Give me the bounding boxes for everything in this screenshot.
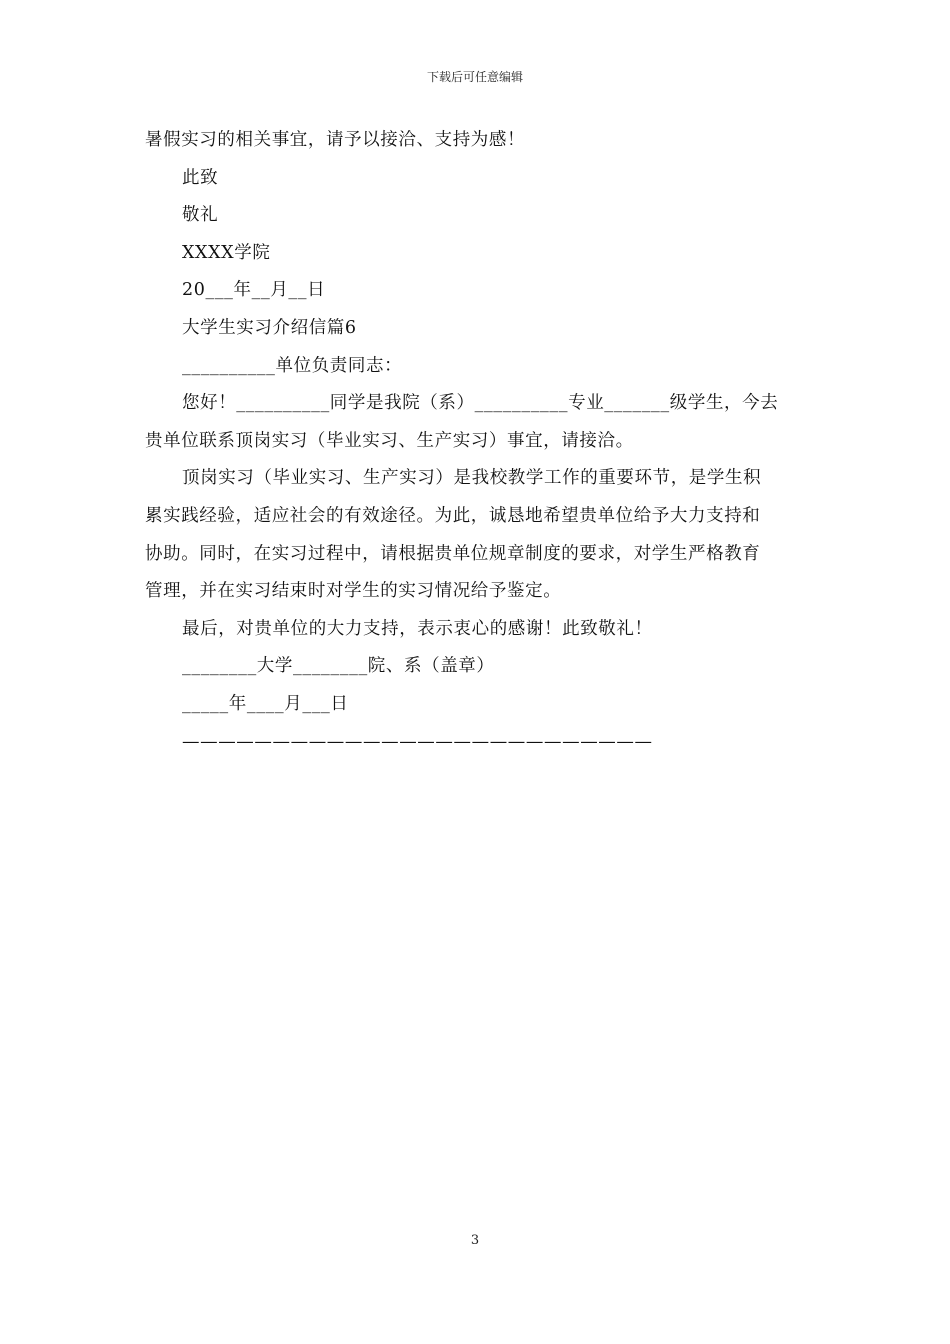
section-title: 大学生实习介绍信篇6 — [182, 317, 357, 338]
page-number: 3 — [470, 1233, 480, 1248]
closing-regards: 敬礼 — [182, 205, 219, 226]
signature-institution: XXXX学院 — [182, 242, 271, 263]
header-note: 下载后可任意编辑 — [426, 70, 523, 84]
paragraph-line: 累实践经验，适应社会的有效途径。为此，诚恳地希望贵单位给予大力支持和 — [145, 505, 761, 526]
paragraph-line: 最后，对贵单位的大力支持，表示衷心的感谢！此致敬礼！ — [182, 618, 653, 639]
paragraph-line: 您好！__________同学是我院（系）__________专业_______级学生，今去 — [182, 393, 779, 414]
paragraph-line: 顶岗实习（毕业实习、生产实习）是我校教学工作的重要环节，是学生积 — [182, 468, 762, 489]
paragraph-line: 暑假实习的相关事宜，请予以接洽、支持为感！ — [145, 130, 526, 150]
paragraph-line: 管理，并在实习结束时对学生的实习情况给予鉴定。 — [145, 581, 562, 602]
stamp-line: ________大学________院、系（盖章） — [182, 656, 495, 677]
document-body — [145, 122, 810, 761]
closing-salutation: 此致 — [182, 167, 219, 188]
paragraph-line: 贵单位联系顶岗实习（毕业实习、生产实习）事宜，请接洽。 — [145, 430, 634, 451]
separator-rule: —————————————————————————— — [182, 731, 653, 752]
addressee-line: __________单位负责同志： — [182, 355, 403, 376]
signature-date: 20___年__月__日 — [182, 280, 326, 301]
paragraph-line: 协助。同时，在实习过程中，请根据贵单位规章制度的要求，对学生严格教育 — [145, 543, 761, 564]
stamp-date: _____年____月___日 — [182, 693, 349, 714]
